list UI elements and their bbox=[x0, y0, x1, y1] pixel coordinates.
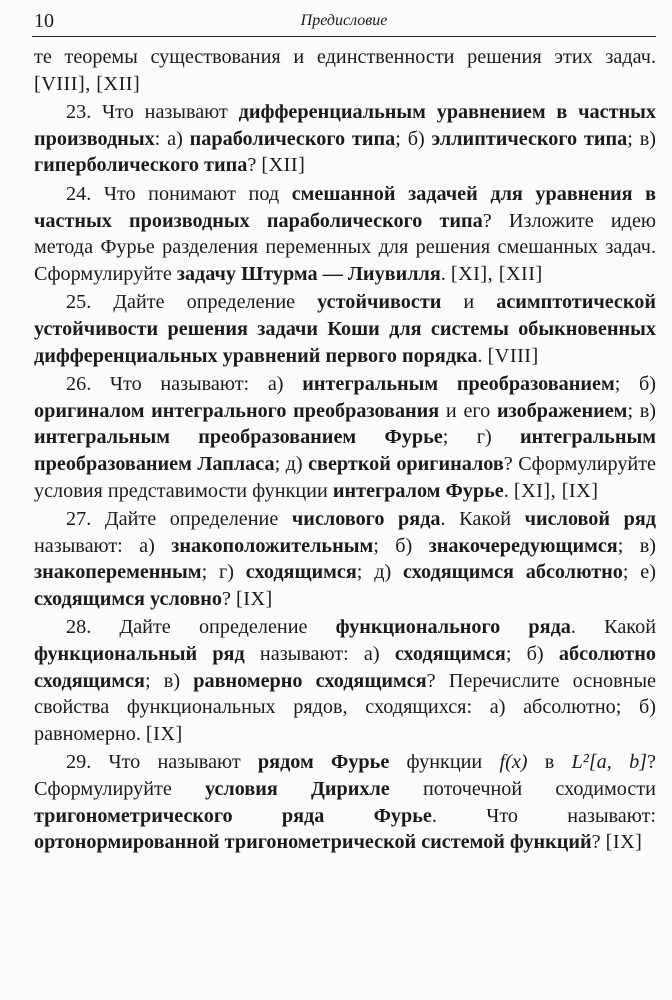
text-run: называют: а) bbox=[34, 534, 172, 557]
text-run: и bbox=[441, 291, 497, 314]
bold-term: оригиналом интегрального преобразования bbox=[34, 399, 440, 422]
reference: [VIII], [XII] bbox=[34, 72, 141, 95]
text-run: ; е) bbox=[622, 561, 656, 584]
paragraph bbox=[34, 506, 656, 612]
bold-term: интегральным преобразованием Фурье bbox=[34, 426, 443, 449]
page-number: 10 bbox=[34, 10, 54, 32]
reference: [XII] bbox=[261, 154, 306, 177]
bold-term: рядом Фурье bbox=[257, 751, 390, 774]
text-run: . bbox=[503, 479, 514, 502]
bold-term: равномерно сходящимся bbox=[193, 669, 427, 692]
running-title: Предисловие bbox=[300, 12, 388, 29]
bold-term: интегральным преобразованием Лапласа bbox=[34, 426, 656, 475]
text-run: ; б) bbox=[373, 534, 429, 557]
bold-term: задачу Штурма — Лиувилля bbox=[176, 262, 441, 285]
bold-term: знакоположительным bbox=[171, 534, 374, 557]
text-run: ; г) bbox=[442, 426, 521, 449]
bold-term: изображением bbox=[496, 399, 628, 422]
paragraph bbox=[34, 749, 656, 855]
bold-term: абсолютно сходящимся bbox=[34, 643, 656, 692]
bold-term: асимптотической устойчивости решения задачи Коши для системы обыкновенных дифференциальных уравнений первого порядка bbox=[34, 291, 656, 367]
bold-term: функционального ряда bbox=[335, 616, 571, 639]
bold-term: эллиптического типа bbox=[431, 127, 628, 150]
text-run: ; б) bbox=[614, 373, 656, 396]
reference: [XI], [IX] bbox=[513, 479, 599, 502]
bold-term: сходящимся bbox=[245, 561, 357, 584]
text-run: 25. Дайте определение bbox=[66, 291, 318, 314]
text-run: . bbox=[440, 262, 451, 285]
text-run: 23. Что называют bbox=[66, 101, 239, 124]
reference: [IX] bbox=[145, 722, 183, 745]
text-run: и его bbox=[439, 399, 497, 422]
text-run: функции bbox=[389, 751, 500, 774]
text-run: ? bbox=[247, 154, 262, 177]
paragraph bbox=[34, 289, 656, 369]
text-run: называют: а) bbox=[244, 643, 395, 666]
reference: [XI], [XII] bbox=[450, 262, 543, 285]
bold-term: сходящимся абсолютно bbox=[403, 561, 623, 584]
text-run: 28. Дайте определение bbox=[66, 616, 336, 639]
reference: [IX] bbox=[236, 587, 273, 610]
text-run: ? bbox=[591, 831, 606, 854]
text-run: ; д) bbox=[274, 452, 309, 475]
bold-term: интегральным преобразованием bbox=[302, 373, 615, 396]
text-run: ? Изложите идею метода Фурье разделения переменных для решения смешанных задач. Сформулируйте bbox=[34, 209, 656, 285]
paragraph bbox=[34, 614, 656, 747]
text-run: ; б) bbox=[395, 127, 432, 150]
text-run: . bbox=[477, 344, 488, 367]
bold-term: смешанной задачей для уравнения в частных производных параболического типа bbox=[34, 182, 656, 232]
bold-term: устойчивости bbox=[317, 291, 442, 314]
text-run: . Какой bbox=[570, 616, 656, 639]
text-run: 29. Что называют bbox=[66, 751, 258, 774]
bold-term: числовой ряд bbox=[524, 508, 657, 531]
text-run: ? Сформулируйте bbox=[34, 751, 656, 801]
bold-term: знакочередующимся bbox=[428, 534, 618, 557]
text-run: те теоремы существования и единственности решения этих задач. bbox=[34, 46, 656, 68]
paragraph bbox=[34, 371, 656, 504]
text-run: в bbox=[527, 751, 572, 774]
text-run: 26. Что называют: а) bbox=[66, 373, 303, 396]
text-run: ; г) bbox=[201, 561, 246, 584]
math-expression: f(x) bbox=[499, 751, 528, 774]
text-run: . Что называют: bbox=[431, 804, 656, 827]
paragraph bbox=[34, 181, 656, 287]
text-run: ; д) bbox=[356, 561, 403, 584]
text-run: ; в) bbox=[627, 127, 656, 150]
page-header bbox=[34, 8, 654, 36]
math-expression: L²[a, b] bbox=[571, 751, 648, 774]
bold-term: условия Дирихле bbox=[205, 778, 390, 801]
text-run: ? bbox=[222, 587, 237, 610]
text-run: ; в) bbox=[617, 534, 656, 557]
text-run: ; в) bbox=[627, 399, 657, 422]
paragraph bbox=[34, 99, 656, 179]
bold-term: тригонометрического ряда Фурье bbox=[34, 804, 432, 827]
bold-term: функциональный ряд bbox=[34, 643, 245, 666]
text-run: поточечной сходимости bbox=[389, 778, 656, 801]
bold-term: числового ряда bbox=[291, 508, 441, 531]
text-run: . Какой bbox=[440, 508, 525, 531]
bold-term: сходящимся условно bbox=[34, 587, 222, 610]
bold-term: знакопеременным bbox=[34, 561, 202, 584]
text-run: : а) bbox=[154, 127, 190, 150]
bold-term: ортонормированной тригонометрической системой функций bbox=[34, 831, 592, 854]
text-run: 27. Дайте определение bbox=[66, 508, 292, 531]
header-divider bbox=[32, 36, 656, 37]
bold-term: параболического типа bbox=[189, 127, 396, 150]
bold-term: дифференциальным уравнением в частных производных bbox=[34, 101, 656, 150]
text-run: ; в) bbox=[144, 669, 194, 692]
paragraph bbox=[34, 44, 656, 97]
bold-term: гиперболического типа bbox=[34, 154, 248, 177]
reference: [VIII] bbox=[487, 344, 539, 367]
bold-term: интегралом Фурье bbox=[332, 479, 504, 502]
page-body bbox=[34, 44, 656, 858]
text-run: 24. Что понимают под bbox=[66, 182, 292, 205]
text-run: ; б) bbox=[505, 643, 559, 666]
text-run: ? Перечислите основные свойства функциональных рядов, сходящихся: а) абсолютно; б) равномерно. bbox=[34, 669, 656, 745]
bold-term: сверткой оригиналов bbox=[308, 452, 504, 475]
bold-term: сходящимся bbox=[394, 643, 506, 666]
reference: [IX] bbox=[605, 831, 643, 854]
text-run: ? Сформулируйте условия представимости функции bbox=[34, 452, 656, 502]
